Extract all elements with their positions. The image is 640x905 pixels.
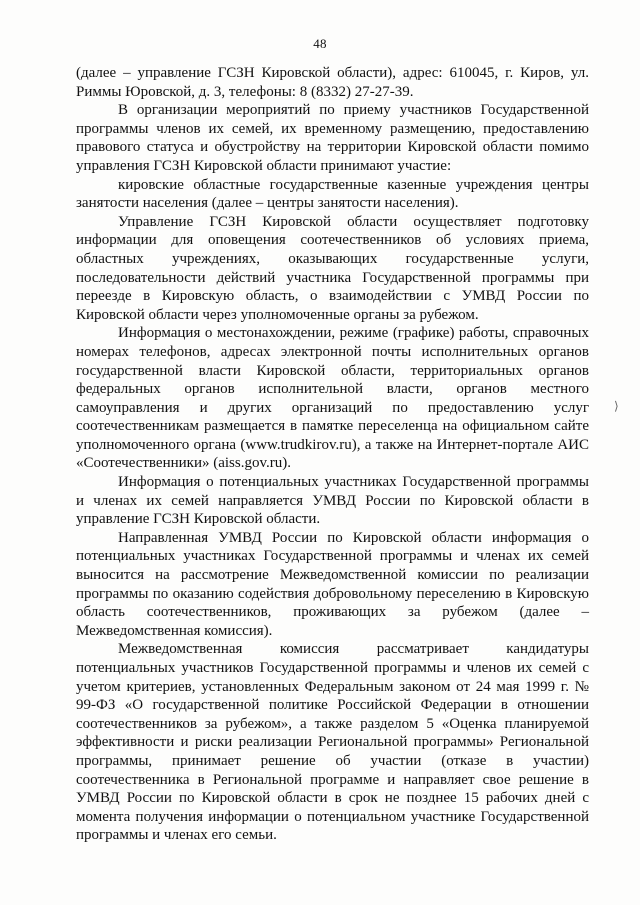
- page-number: 48: [313, 36, 327, 51]
- paragraph-address-continuation: (далее – управление ГСЗН Кировской области), адрес: 610045, г. Киров, ул. Риммы Юровской, д. 3, телефоны: 8 (8332) 27-27-39.: [76, 65, 589, 100]
- paragraph-gszn-preparation: Управление ГСЗН Кировской области осуществляет подготовку информации для оповещения соотечественников об условиях приема, областных учреждениях, оказывающих государственные услуги, последовательности действий участника Государственной программы при переезде в Кировскую область, о взаимодействии с УМВД России по Кировской области через уполномоченные органы за рубежом.: [76, 213, 589, 323]
- paragraph-employment-centers: кировские областные государственные казенные учреждения центры занятости населения (далее – центры занятости населения).: [76, 176, 589, 212]
- body-text: [76, 64, 589, 845]
- paragraph-organizers: В организации мероприятий по приему участников Государственной программы членов их семей, их временному размещению, предоставлению правового статуса и обустройству на территории Кировской области помимо управления ГСЗН Кировской области принимают участие:: [76, 102, 589, 174]
- paragraph-commission-review: Направленная УМВД России по Кировской области информация о потенциальных участниках Государственной программы и членах их семей выносится на рассмотрение Межведомственной комиссии по реализации программы по оказанию содействия добровольному переселению в Кировскую область соотечественников, проживающих за рубежом (далее – Межведомственная комиссия).: [76, 529, 589, 639]
- paragraph-contact-information: Информация о местонахождении, режиме (графике) работы, справочных номерах телефонов, адресах электронной почты исполнительных органов государственной власти Кировской области, территориальных органов федеральных органов исполнительной власти, органов местного самоуправления и других организаций по предоставлению услуг соотечественникам размещается в памятке переселенца на официальном сайте уполномоченного органа (www.trudkirov.ru), а также на Интернет-портале АИС «Соотечественники» (aiss.gov.ru).: [76, 325, 589, 472]
- margin-mark: ⟩: [614, 399, 619, 413]
- paragraph-participant-information: Информация о потенциальных участниках Государственной программы и членах их семей направляется УМВД России по Кировской области в управление ГСЗН Кировской области.: [76, 474, 589, 528]
- paragraph-commission-decision: Межведомственная комиссия рассматривает кандидатуры потенциальных участников Государственной программы и членов их семей с учетом критериев, установленных Федеральным законом от 24 мая 1999 г. № 99-ФЗ «О государственной политике Российской Федерации в отношении соотечественников за рубежом», а также разделом 5 «Оценка планируемой эффективности и риски реализации Региональной программы» Региональной программы, принимает решение об участии (отказе в участии) соотечественника в Региональной программе и направляет свое решение в УМВД России по Кировской области в срок не позднее 15 рабочих дней с момента получения информации о потенциальном участнике Государственной программы и членах его семьи.: [76, 641, 589, 844]
